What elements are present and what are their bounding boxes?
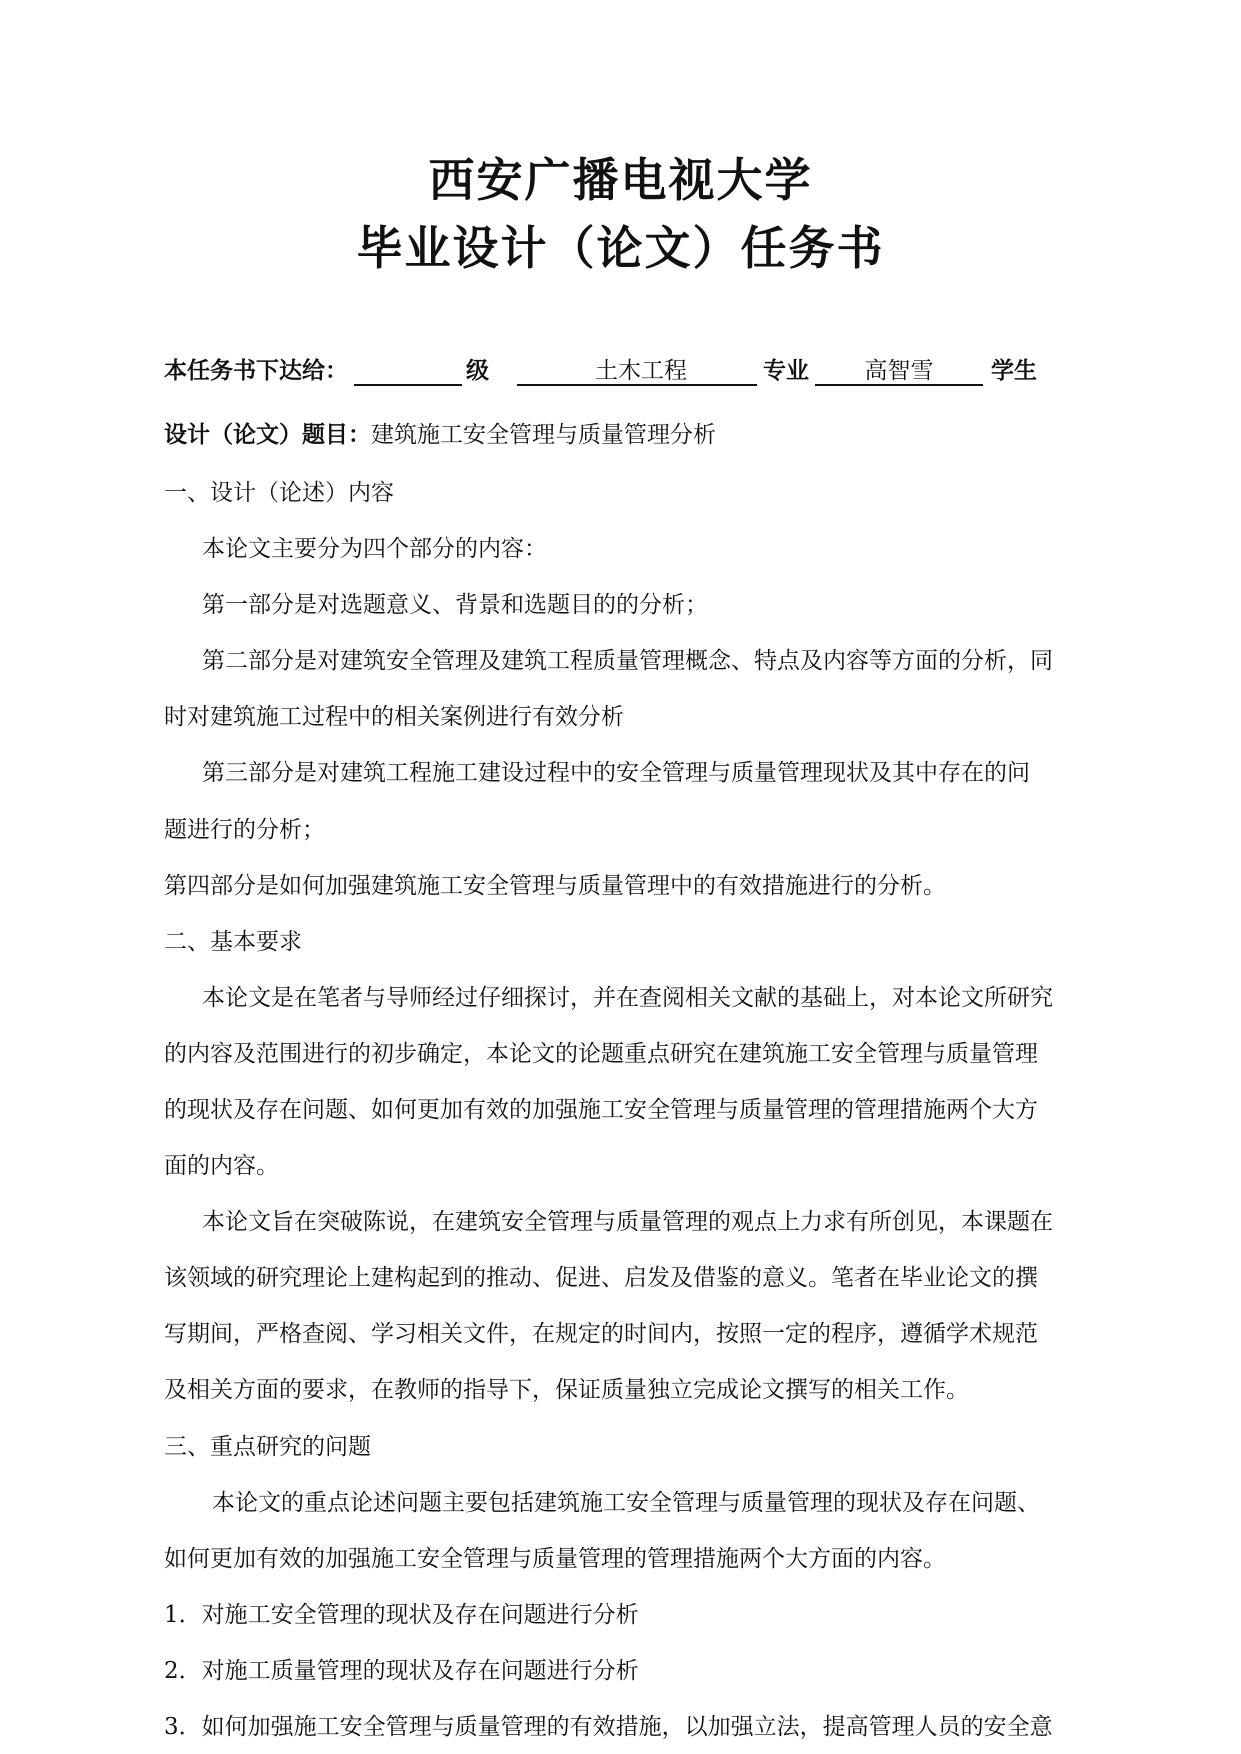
- major-field: 土木工程: [517, 356, 757, 386]
- section-heading: 二、基本要求: [164, 929, 302, 955]
- paragraph-line: 本论文的重点论述问题主要包括建筑施工安全管理与质量管理的现状及存在问题、: [212, 1490, 1040, 1516]
- paragraph-line: 时对建筑施工过程中的相关案例进行有效分析: [164, 704, 624, 730]
- student-field: 高智雪: [815, 356, 983, 386]
- major-label: 专业: [763, 357, 809, 384]
- paragraph-line: 本论文旨在突破陈说，在建筑安全管理与质量管理的观点上力求有所创见，本课题在: [202, 1209, 1053, 1235]
- grade-label: 级: [466, 357, 489, 384]
- paragraph-line: 第一部分是对选题意义、背景和选题目的的分析；: [202, 592, 708, 618]
- paragraph-line: 的内容及范围进行的初步确定，本论文的论题重点研究在建筑施工安全管理与质量管理: [164, 1041, 1038, 1067]
- paragraph-line: 的现状及存在问题、如何更加有效的加强施工安全管理与质量管理的管理措施两个大方: [164, 1097, 1038, 1123]
- topic-label: 设计（论文）题目：: [164, 421, 371, 448]
- section-heading: 一、设计（论述）内容: [164, 480, 394, 506]
- paragraph-line: 如何更加有效的加强施工安全管理与质量管理的管理措施两个大方面的内容。: [164, 1546, 946, 1572]
- paragraph-line: 第三部分是对建筑工程施工建设过程中的安全管理与质量管理现状及其中存在的问: [202, 760, 1030, 786]
- paragraph-line: 及相关方面的要求，在教师的指导下，保证质量独立完成论文撰写的相关工作。: [164, 1377, 969, 1403]
- topic-row: [164, 420, 716, 450]
- document-title: 毕业设计（论文）任务书: [356, 221, 885, 275]
- list-item: 1．对施工安全管理的现状及存在问题进行分析: [164, 1602, 639, 1628]
- grade-field: [354, 356, 462, 386]
- university-title: 西安广播电视大学: [428, 153, 813, 207]
- paragraph-line: 第四部分是如何加强建筑施工安全管理与质量管理中的有效措施进行的分析。: [164, 873, 946, 899]
- paragraph-line: 题进行的分析；: [164, 817, 325, 843]
- section-heading: 三、重点研究的问题: [164, 1434, 371, 1460]
- paragraph-line: 第二部分是对建筑安全管理及建筑工程质量管理概念、特点及内容等方面的分析，同: [202, 648, 1053, 674]
- paragraph-line: 本论文主要分为四个部分的内容：: [202, 536, 547, 562]
- list-item: 2．对施工质量管理的现状及存在问题进行分析: [164, 1658, 639, 1684]
- assignment-row: [164, 356, 1037, 386]
- paragraph-line: 面的内容。: [164, 1153, 279, 1179]
- topic-value: 建筑施工安全管理与质量管理分析: [371, 422, 716, 448]
- list-item: 3．如何加强施工安全管理与质量管理的有效措施，以加强立法，提高管理人员的安全意: [164, 1714, 1053, 1740]
- paragraph-line: 写期间，严格查阅、学习相关文件，在规定的时间内，按照一定的程序，遵循学术规范: [164, 1321, 1038, 1347]
- paragraph-line: 本论文是在笔者与导师经过仔细探讨，并在查阅相关文献的基础上，对本论文所研究: [202, 985, 1053, 1011]
- assignment-label: 本任务书下达给：: [164, 357, 348, 384]
- student-label: 学生: [991, 357, 1037, 384]
- paragraph-line: 该领域的研究理论上建构起到的推动、促进、启发及借鉴的意义。笔者在毕业论文的撰: [164, 1265, 1038, 1291]
